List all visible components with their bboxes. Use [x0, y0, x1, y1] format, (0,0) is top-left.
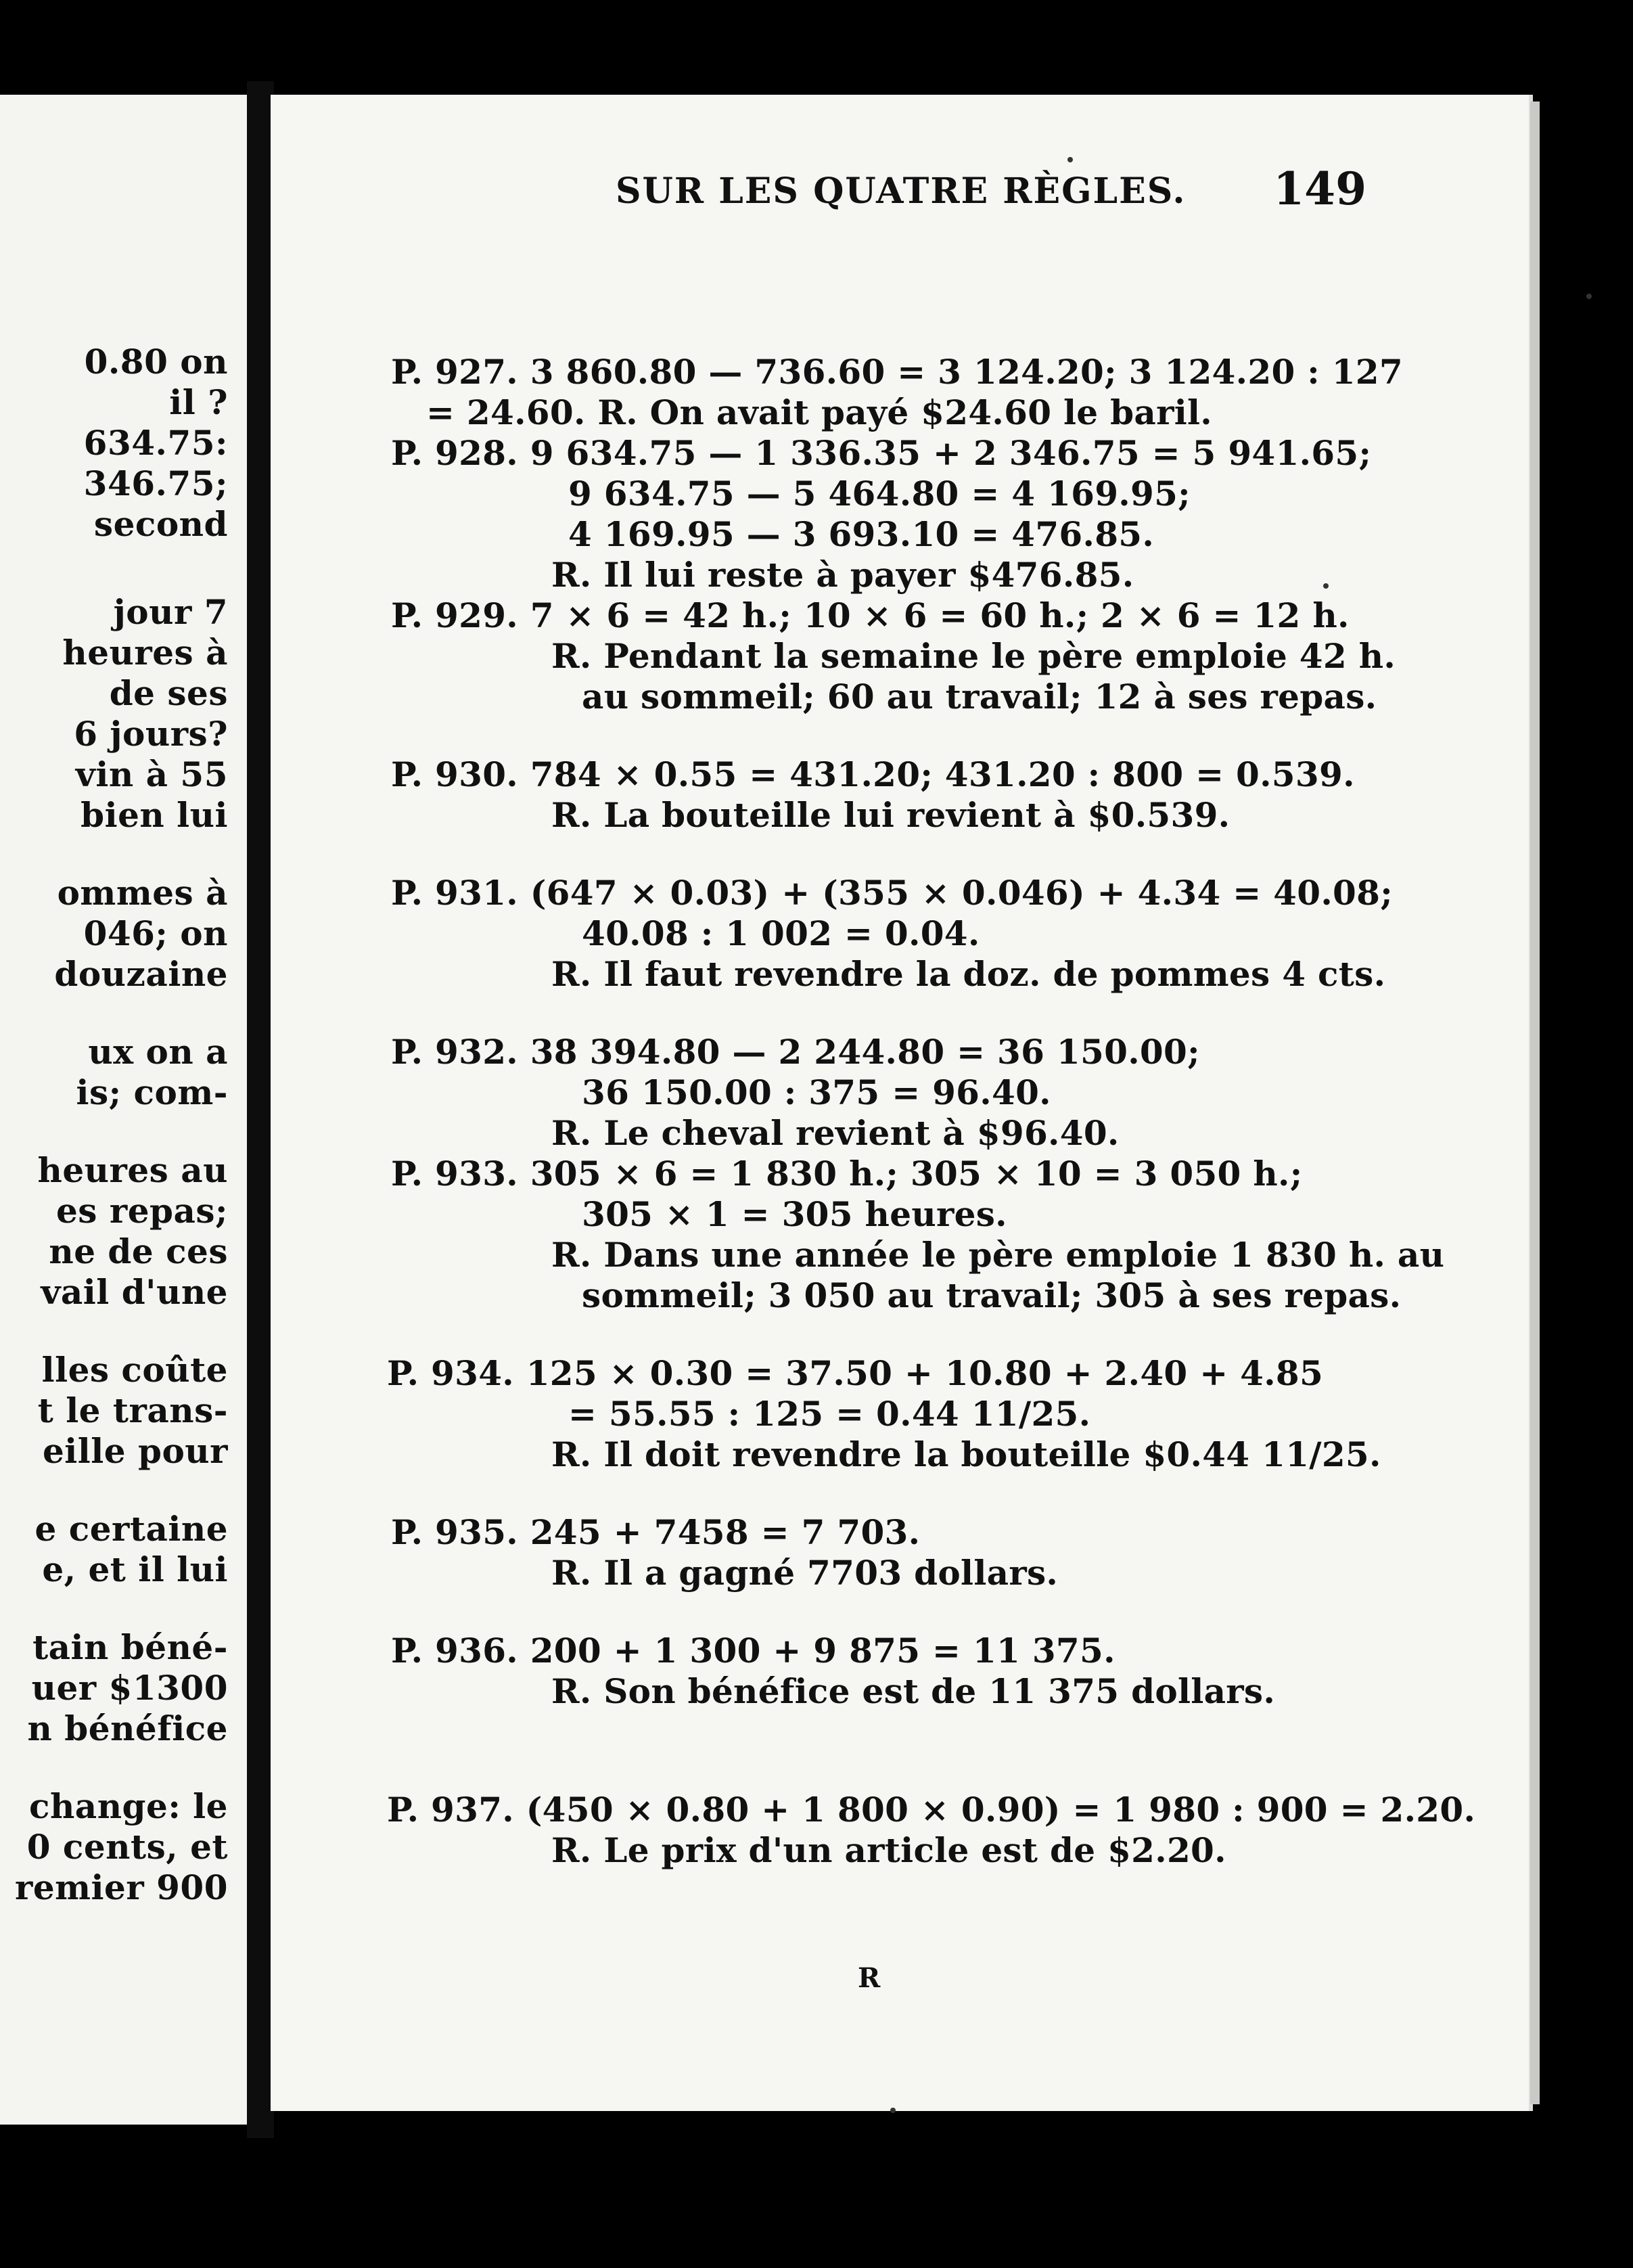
left-text-line: n bénéfice [27, 1708, 228, 1748]
problem-929-line: P. 929. 7 × 6 = 42 h.; 10 × 6 = 60 h.; 2 × 6 = 12 h. [391, 595, 1350, 635]
problem-934-line: = 55.55 : 125 = 0.44 11/25. [568, 1394, 1091, 1434]
left-text-line: ne de ces [49, 1231, 228, 1271]
left-text-line: ux on a [88, 1032, 228, 1072]
problem-927-line: = 24.60. R. On avait payé $24.60 le baril. [426, 392, 1213, 432]
page-number: 149 [1273, 162, 1366, 215]
scan-speck [1586, 294, 1592, 299]
problem-937-line: P. 937. (450 × 0.80 + 1 800 × 0.90) = 1 980 : 900 = 2.20. [387, 1790, 1476, 1830]
problem-928-line: 9 634.75 — 5 464.80 = 4 169.95; [568, 474, 1191, 514]
scan-speck [890, 2108, 896, 2113]
left-text-line: 634.75: [83, 423, 228, 463]
left-text-line: e, et il lui [42, 1549, 228, 1589]
left-text-line: de ses [109, 673, 228, 713]
left-text-line: douzaine [54, 954, 228, 994]
left-text-line: il ? [169, 382, 228, 422]
problem-929-line: au sommeil; 60 au travail; 12 à ses repas. [582, 677, 1377, 717]
book-gutter [247, 81, 274, 2138]
left-text-line: jour 7 [113, 592, 228, 632]
left-text-line: e certaine [34, 1509, 228, 1549]
problem-936-line: P. 936. 200 + 1 300 + 9 875 = 11 375. [391, 1631, 1116, 1671]
problem-930-line: P. 930. 784 × 0.55 = 431.20; 431.20 : 800 = 0.539. [391, 754, 1355, 794]
left-text-line: 346.75; [83, 463, 228, 503]
problem-933-answer: R. Dans une année le père emploie 1 830 h. au [551, 1235, 1445, 1275]
left-text-line: change: le [29, 1786, 228, 1826]
signature-mark: R [858, 1962, 881, 1994]
scan-speck [1067, 157, 1073, 162]
left-text-line: 046; on [83, 913, 228, 953]
problem-934-answer: R. Il doit revendre la bouteille $0.44 11/25. [551, 1434, 1381, 1474]
left-text-line: ommes à [57, 873, 228, 913]
left-text-line: eille pour [42, 1431, 228, 1471]
problem-927-line: P. 927. 3 860.80 — 736.60 = 3 124.20; 3 124.20 : 127 [391, 352, 1403, 392]
problem-928-line: P. 928. 9 634.75 — 1 336.35 + 2 346.75 = 5 941.65; [391, 433, 1372, 473]
problem-932-answer: R. Le cheval revient à $96.40. [551, 1113, 1120, 1153]
left-text-line: 0.80 on [84, 342, 228, 382]
left-text-line: 0 cents, et [26, 1827, 228, 1867]
problem-933-line: 305 × 1 = 305 heures. [582, 1194, 1007, 1234]
problem-931-answer: R. Il faut revendre la doz. de pommes 4 cts. [551, 954, 1386, 994]
problem-932-line: 36 150.00 : 375 = 96.40. [582, 1072, 1051, 1112]
left-text-line: es repas; [56, 1191, 228, 1231]
left-text-line: vail d'une [41, 1272, 228, 1312]
problem-928-line: 4 169.95 — 3 693.10 = 476.85. [568, 514, 1155, 554]
problem-935-line: P. 935. 245 + 7458 = 7 703. [391, 1512, 921, 1552]
left-page-fragment [0, 95, 247, 2125]
problem-932-line: P. 932. 38 394.80 — 2 244.80 = 36 150.00; [391, 1032, 1200, 1072]
problem-935-answer: R. Il a gagné 7703 dollars. [551, 1553, 1059, 1593]
left-text-line: remier 900 [15, 1867, 228, 1907]
problem-933-line: sommeil; 3 050 au travail; 305 à ses repas. [582, 1275, 1402, 1315]
problem-934-line: P. 934. 125 × 0.30 = 37.50 + 10.80 + 2.40 + 4.85 [387, 1353, 1324, 1393]
left-text-line: vin à 55 [75, 754, 228, 794]
problem-931-line: P. 931. (647 × 0.03) + (355 × 0.046) + 4.34 = 40.08; [391, 873, 1393, 913]
left-text-line: uer $1300 [31, 1668, 228, 1708]
left-text-line: heures à [62, 633, 228, 673]
running-head [528, 162, 1366, 225]
left-text-line: heures au [37, 1150, 228, 1190]
left-text-line: 6 jours? [74, 714, 228, 754]
left-text-line: second [93, 504, 228, 544]
left-text-line: tain béné- [32, 1627, 228, 1667]
left-text-line: t le trans- [37, 1390, 228, 1430]
problem-929-answer: R. Pendant la semaine le père emploie 42 h. [551, 636, 1396, 676]
problem-936-answer: R. Son bénéfice est de 11 375 dollars. [551, 1671, 1276, 1711]
left-text-line: bien lui [80, 795, 228, 835]
page-edge [1530, 101, 1540, 2104]
problem-933-line: P. 933. 305 × 6 = 1 830 h.; 305 × 10 = 3 050 h.; [391, 1154, 1303, 1194]
left-text-line: is; com- [76, 1072, 228, 1112]
scan-speck [1323, 583, 1329, 589]
running-title: SUR LES QUATRE RÈGLES. [616, 171, 1187, 212]
problem-928-answer: R. Il lui reste à payer $476.85. [551, 555, 1134, 595]
left-text-line: lles coûte [41, 1350, 228, 1390]
problem-931-line: 40.08 : 1 002 = 0.04. [582, 913, 980, 953]
problem-937-answer: R. Le prix d'un article est de $2.20. [551, 1830, 1226, 1870]
problem-930-answer: R. La bouteille lui revient à $0.539. [551, 795, 1230, 835]
